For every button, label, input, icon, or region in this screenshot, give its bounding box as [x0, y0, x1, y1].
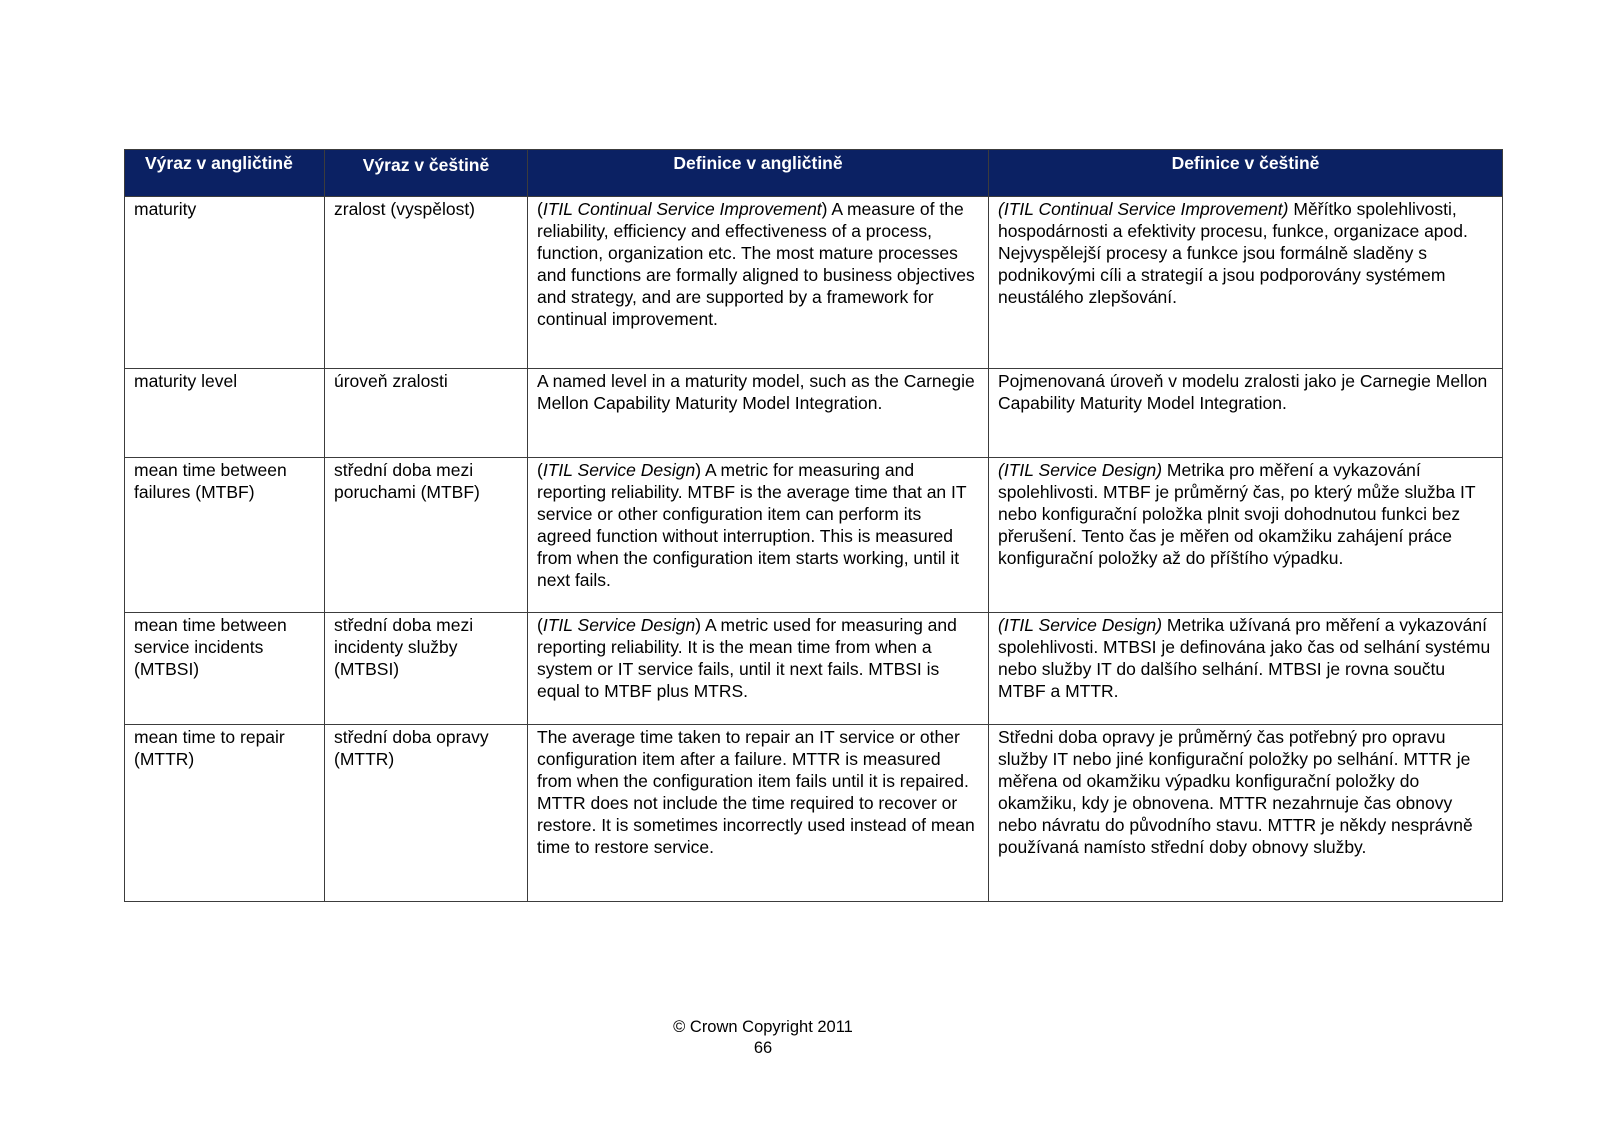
definition-en-source: ITIL Continual Service Improvement	[542, 199, 822, 219]
definition-cz-source: (ITIL Service Design)	[998, 460, 1163, 480]
term-cz-cell: střední doba mezi incidenty služby (MTBSI)	[325, 613, 528, 725]
table-row	[125, 197, 1503, 369]
glossary-table	[124, 149, 1503, 902]
definition-en-source: ITIL Service Design	[542, 460, 696, 480]
header-term-cz	[325, 150, 528, 197]
term-en-cell: maturity	[125, 197, 325, 369]
definition-cz-cell	[989, 197, 1503, 369]
term-cz-cell: zralost (vyspělost)	[325, 197, 528, 369]
term-en-cell: mean time between failures (MTBF)	[125, 458, 325, 613]
header-term-cz-label: Výraz v češtině	[362, 155, 490, 175]
header-definition-en	[528, 150, 989, 197]
header-row	[125, 150, 1503, 197]
table-row	[125, 369, 1503, 458]
header-term-en	[125, 150, 325, 197]
term-cz-cell: střední doba mezi poruchami (MTBF)	[325, 458, 528, 613]
definition-en-cell	[528, 369, 989, 458]
header-definition-cz-label: Definice v češtině	[1171, 153, 1320, 173]
definition-cz-cell	[989, 613, 1503, 725]
definition-cz-source: (ITIL Continual Service Improvement)	[998, 199, 1289, 219]
definition-cz-text: Středni doba opravy je průměrný čas potřebný pro opravu služby IT nebo jiné konfigurační položky po selhání. MTTR je měřena od okamžiku výpadku konfigurační položky do okamžiku, kdy je obnovena. MTTR nezahrnuje čas obnovy nebo návratu do původního stavu. MTTR je někdy nesprávně používaná namísto střední doby obnovy služby.	[998, 727, 1473, 857]
term-cz-cell: střední doba opravy (MTTR)	[325, 725, 528, 902]
definition-en-cell: (ITIL Service Design) A metric used for measuring and reporting reliability. It is the mean time from when a system or IT service fails, until it next fails. MTBSI is equal to MTBF plus MTRS.	[528, 613, 989, 725]
definition-cz-text: Měřítko spolehlivosti, hospodárnosti a efektivity procesu, funkce, organizace apod. Nejvyspělejší procesy a funkce jsou formálně sladěny s podnikovými cíli a strategií a jsou podporovány systémem neustálého zlepšování.	[998, 199, 1468, 307]
definition-en-cell: (ITIL Service Design) A metric for measuring and reporting reliability. MTBF is the average time that an IT service or other configuration item can perform its agreed function without interruption. This is measured from when the configuration item starts working, until it next fails.	[528, 458, 989, 613]
term-en-cell: mean time to repair (MTTR)	[125, 725, 325, 902]
table-body	[125, 197, 1503, 902]
term-cz-cell: úroveň zralosti	[325, 369, 528, 458]
header-definition-cz	[989, 150, 1503, 197]
copyright-notice: © Crown Copyright 2011	[673, 1018, 853, 1036]
header-definition-en-label: Definice v angličtině	[673, 153, 843, 173]
definition-cz-text: Metrika pro měření a vykazování spolehlivosti. MTBF je průměrný čas, po který může služba IT nebo konfigurační položka plnit svoji dohodnutou funkci bez přerušení. Tento čas je měřen od okamžiku zahájení práce konfigurační položky až do příštího výpadku.	[998, 460, 1476, 568]
definition-cz-cell	[989, 725, 1503, 902]
table-row	[125, 725, 1503, 902]
header-term-en-label: Výraz v angličtině	[145, 153, 293, 173]
definition-en-text: A named level in a maturity model, such as the Carnegie Mellon Capability Maturity Model Integration.	[537, 371, 975, 413]
definition-en-source: ITIL Service Design	[542, 615, 696, 635]
definition-cz-cell	[989, 369, 1503, 458]
definition-en-cell	[528, 725, 989, 902]
definition-en-text: A measure of the reliability, efficiency and effectiveness of a process, function, organization etc. The most mature processes and functions are formally aligned to business objectives and strategy, and are supported by a framework for continual improvement.	[537, 199, 975, 329]
definition-en-text: A metric used for measuring and reporting reliability. It is the mean time from when a system or IT service fails, until it next fails. MTBSI is equal to MTBF plus MTRS.	[537, 615, 957, 701]
definition-cz-source: (ITIL Service Design)	[998, 615, 1163, 635]
definition-en-text: The average time taken to repair an IT service or other configuration item after a failure. MTTR is measured from when the configuration item fails until it is repaired. MTTR does not include the time required to recover or restore. It is sometimes incorrectly used instead of mean time to restore service.	[537, 727, 975, 857]
definition-cz-text: Metrika užívaná pro měření a vykazování spolehlivosti. MTBSI je definována jako čas od selhání systému nebo služby IT do dalšího selhání. MTBSI je rovna součtu MTBF a MTTR.	[998, 615, 1491, 701]
page-number: 66	[753, 1039, 773, 1057]
term-en-cell: maturity level	[125, 369, 325, 458]
term-en-cell: mean time between service incidents (MTBSI)	[125, 613, 325, 725]
table-row	[125, 613, 1503, 725]
definition-en-text: A metric for measuring and reporting reliability. MTBF is the average time that an IT service or other configuration item can perform its agreed function without interruption. This is measured from when the configuration item starts working, until it next fails.	[537, 460, 967, 590]
definition-cz-text: Pojmenovaná úroveň v modelu zralosti jako je Carnegie Mellon Capability Maturity Model Integration.	[998, 371, 1488, 413]
definition-cz-cell	[989, 458, 1503, 613]
table-row	[125, 458, 1503, 613]
definition-en-cell: (ITIL Continual Service Improvement) A measure of the reliability, efficiency and effectiveness of a process, function, organization etc. The most mature processes and functions are formally aligned to business objectives and strategy, and are supported by a framework for continual improvement.	[528, 197, 989, 369]
table-header	[125, 150, 1503, 197]
